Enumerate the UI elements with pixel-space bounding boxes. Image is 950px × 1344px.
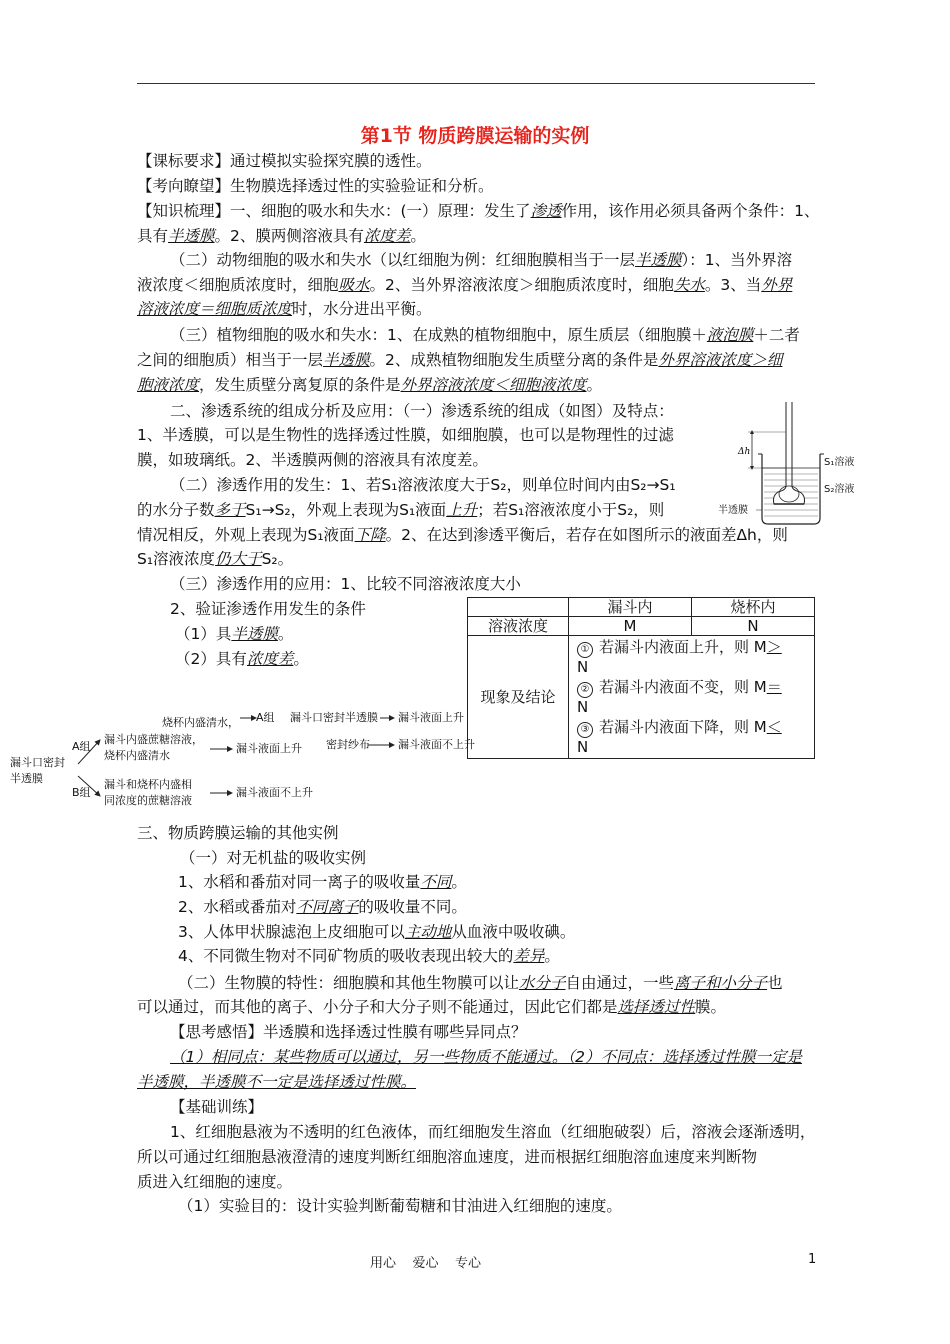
flow-label: A组: [256, 711, 275, 724]
table-header: 烧杯内: [691, 598, 814, 617]
knowledge-line: （三）植物细胞的吸水和失水：1、在成熟的植物细胞中，原生质层（细胞膜＋液泡膜＋二者: [170, 326, 800, 344]
application-line: （2）具有浓度差。: [175, 650, 309, 668]
knowledge-line: 胞液浓度，发生质壁分离复原的条件是外界溶液浓度＜细胞液浓度。: [137, 376, 603, 394]
section-heading: 三、物质跨膜运输的其他实例: [137, 824, 339, 842]
flow-label: 烧杯内盛清水: [104, 749, 170, 762]
flow-label: 漏斗内盛蔗糖溶液，: [104, 733, 203, 746]
page-title: 第1节 物质跨膜运输的实例: [360, 125, 590, 147]
s1-solution-label: S₁溶液: [824, 457, 855, 468]
knowledge-line: 液浓度＜细胞质浓度时，细胞吸水。2、当外界溶液浓度＞细胞质浓度时，细胞失水。3、当外界: [137, 276, 793, 294]
flow-root-label: 漏斗口密封: [10, 756, 65, 769]
training-heading: 【基础训练】: [170, 1098, 264, 1116]
section-line: 4、不同微生物对不同矿物质的吸收表现出较大的差异。: [178, 947, 560, 965]
exam-line: 【考向瞭望】生物膜选择透过性的实验验证和分析。: [137, 177, 494, 195]
knowledge-line: 溶液浓度＝细胞质浓度时，水分进出平衡。: [137, 300, 432, 318]
knowledge-line: 具有半透膜。2、膜两侧溶液具有浓度差。: [137, 227, 426, 245]
think-answer: （1）相同点：某些物质可以通过，另一些物质不能通过。（2）不同点：选择透过性膜一定是: [170, 1048, 802, 1066]
flow-label: 密封纱布: [326, 738, 370, 751]
training-line: 质进入红细胞的速度。: [137, 1173, 293, 1191]
osmosis-line: 的水分子数多于S₁→S₂，外观上表现为S₁液面上升；若S₁溶液浓度小于S₂，则: [137, 501, 665, 519]
osmosis-condition-table: [467, 597, 815, 759]
header-rule: [137, 83, 815, 84]
flow-label: 烧杯内盛清水，: [162, 716, 239, 729]
flow-result: 漏斗液面上升: [236, 742, 302, 755]
training-line: 所以可通过红细胞悬液澄清的速度判断红细胞溶血速度，进而根据红细胞溶血速度来判断物: [137, 1148, 758, 1166]
knowledge-line: （二）动物细胞的吸水和失水（以红细胞为例：红细胞膜相当于一层半透膜）：1、当外界溶: [170, 251, 793, 269]
application-line: （1）具半透膜。: [175, 625, 294, 643]
osmosis-line: S₁溶液浓度仍大于S₂。: [137, 550, 294, 568]
page-number: 1: [808, 1252, 817, 1267]
table-row: [468, 636, 815, 759]
requirement-line: 【课标要求】通过模拟实验探究膜的透性。: [137, 152, 432, 170]
flow-result: 漏斗液面上升: [398, 711, 464, 724]
table-cell: 溶液浓度: [468, 617, 569, 636]
think-question: 【思考感悟】半透膜和选择透过性膜有哪些异同点？: [170, 1023, 527, 1041]
page-footer: 用心 爱心 专心: [370, 1256, 482, 1271]
table-cell: N: [691, 617, 814, 636]
section-line: 1、水稻和番茄对同一离子的吸收量不同。: [178, 873, 467, 891]
flow-label: 同浓度的蔗糖溶液: [104, 794, 192, 807]
osmosis-line: 情况相反，外观上表现为S₁液面下降。2、在达到渗透平衡后，若存在如图所示的液面差Δh，则: [137, 526, 788, 544]
training-line: （1）实验目的：设计实验判断葡萄糖和甘油进入红细胞的速度。: [178, 1197, 622, 1215]
think-answer: 半透膜，半透膜不一定是选择透过性膜。: [137, 1073, 417, 1091]
table-cell: 现象及结论: [468, 636, 569, 759]
training-line: 1、红细胞悬液为不透明的红色液体，而红细胞发生溶血（红细胞破裂）后，溶液会逐渐透明，: [170, 1123, 816, 1141]
membrane-label: 半透膜: [718, 505, 748, 516]
group-a-label: A组: [72, 740, 91, 753]
flow-root-label: 半透膜: [10, 772, 43, 785]
flow-label: 漏斗口密封半透膜: [290, 711, 378, 724]
osmosis-line: 膜，如玻璃纸。2、半透膜两侧的溶液具有浓度差。: [137, 451, 488, 469]
knowledge-line: 之间的细胞质）相当于一层半透膜。2、成熟植物细胞发生质壁分离的条件是外界溶液浓度＞细: [137, 351, 783, 369]
table-row: [468, 598, 815, 617]
table-cell: ① 若漏斗内液面上升，则 M＞ N ② 若漏斗内液面不变，则 M＝ N ③ 若漏斗内液面下降，则 M＜ N: [569, 636, 815, 759]
osmosis-line: （二）渗透作用的发生：1、若S₁溶液浓度大于S₂，则单位时间内由S₂→S₁: [170, 476, 676, 494]
table-cell: M: [569, 617, 692, 636]
knowledge-line: 【知识梳理】一、细胞的吸水和失水：(一）原理：发生了渗透作用，该作用必须具备两个条件：1、: [137, 202, 820, 220]
section-line: （一）对无机盐的吸收实例: [180, 849, 367, 867]
flow-result: 漏斗液面不上升: [398, 738, 475, 751]
osmosis-line: 二、渗透系统的组成分析及应用：（一）渗透系统的组成（如图）及特点：: [170, 402, 674, 420]
s2-solution-label: S₂溶液: [824, 484, 855, 495]
osmosis-line: 1、半透膜，可以是生物性的选择透过性膜，如细胞膜，也可以是物理性的过滤: [137, 426, 674, 444]
section-line: 3、人体甲状腺滤泡上皮细胞可以主动地从血液中吸收碘。: [178, 923, 576, 941]
table-row: [468, 617, 815, 636]
flow-label: 漏斗和烧杯内盛相: [104, 778, 192, 791]
group-b-label: B组: [72, 786, 91, 799]
section-line: （二）生物膜的特性：细胞膜和其他生物膜可以让水分子自由通过，一些离子和小分子也: [178, 974, 783, 992]
section-line: 可以通过，而其他的离子、小分子和大分子则不能通过，因此它们都是选择透过性膜。: [137, 998, 727, 1016]
application-line: （三）渗透作用的应用：1、比较不同溶液浓度大小: [170, 575, 521, 593]
flow-result: 漏斗液面不上升: [236, 786, 313, 799]
delta-h-label: Δh: [738, 447, 751, 457]
section-line: 2、水稻或番茄对不同离子的吸收量不同。: [178, 898, 467, 916]
application-line: 2、验证渗透作用发生的条件: [170, 600, 366, 618]
table-header: 漏斗内: [569, 598, 692, 617]
